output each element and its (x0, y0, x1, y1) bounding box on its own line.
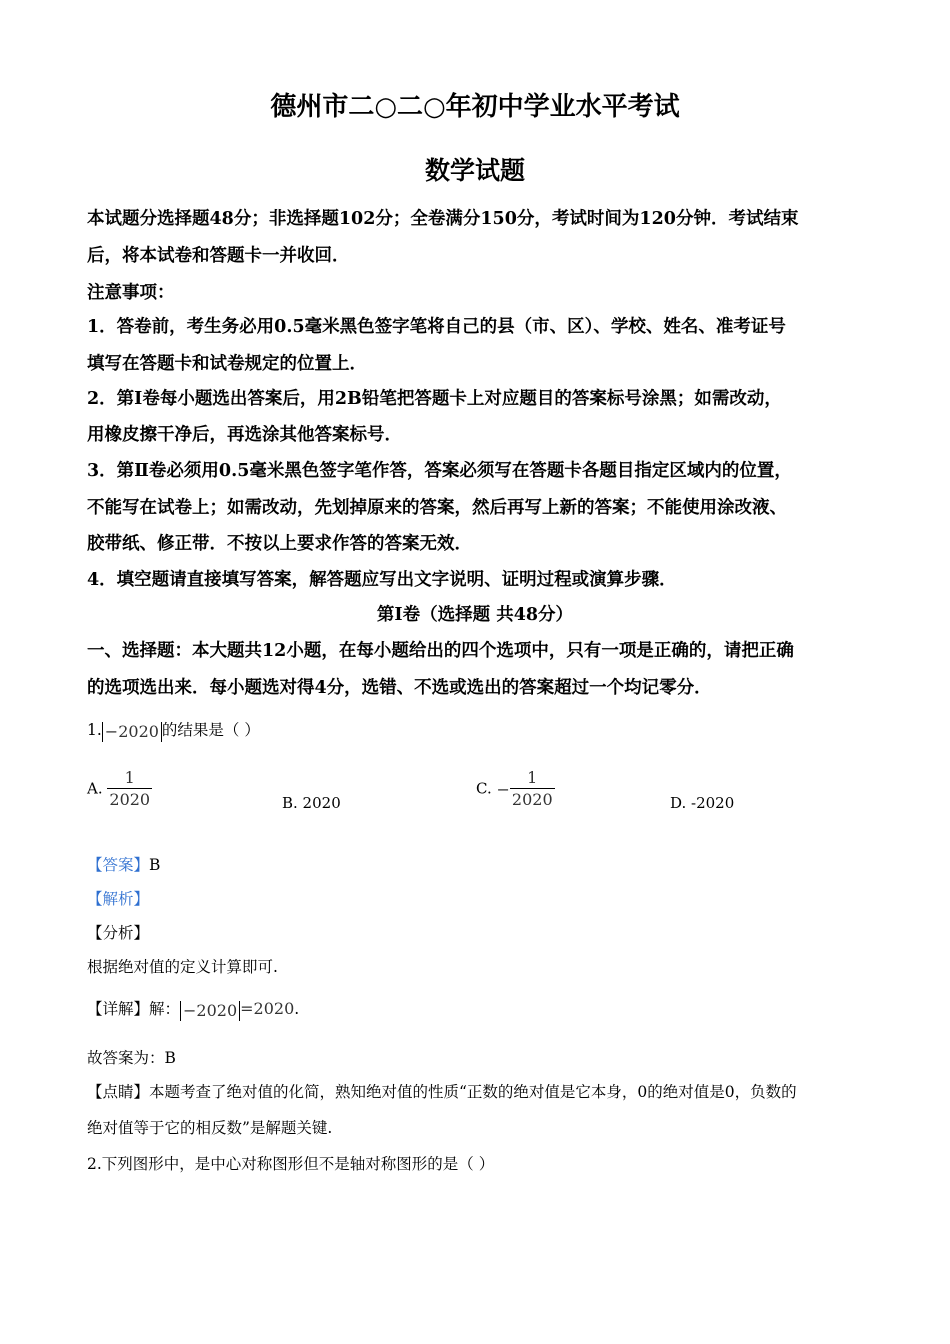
option-a (87, 768, 152, 811)
option-d: D. -2020 (670, 794, 735, 812)
fenxi-text: 根据绝对值的定义计算即可. (87, 958, 278, 976)
note-3-line-2: 不能写在试卷上；如需改动，先划掉原来的答案，然后再写上新的答案；不能使用涂改液、 (87, 498, 787, 518)
exam-title: 德州市二○二○年初中学业水平考试 (270, 92, 680, 122)
analysis-tag: 【解析】 (87, 890, 150, 908)
note-1-line-1: 1．答卷前，考生务必用0.5毫米黑色签字笔将自己的县（市、区）、学校、姓名、准考证号 (87, 317, 786, 337)
option-c-numerator: 1 (527, 768, 538, 787)
note-4: 4．填空题请直接填写答案，解答题应写出文字说明、证明过程或演算步骤． (87, 570, 677, 590)
conclusion: 故答案为：B (87, 1049, 176, 1067)
review-line-2: 绝对值等于它的相反数”是解题关键. (87, 1119, 333, 1137)
review-line-1: 【点睛】本题考查了绝对值的化简，熟知绝对值的性质“正数的绝对值是它本身，0的绝对值是0，负数的 (87, 1083, 797, 1101)
option-a-denominator: 2020 (109, 790, 151, 809)
intro-line-1: 本试题分选择题48分；非选择题102分；全卷满分150分，考试时间为120分钟．考试结束 (87, 209, 799, 229)
option-a-numerator: 1 (124, 768, 135, 787)
option-c-label: C. (476, 779, 492, 798)
option-b: B. 2020 (282, 794, 341, 812)
option-c (476, 768, 555, 811)
option-c-denominator: 2020 (511, 790, 553, 809)
note-1-line-2: 填写在答题卡和试卷规定的位置上． (87, 354, 367, 374)
option-c-sign: − (496, 780, 510, 799)
detail-tag: 【详解】解： (87, 1000, 181, 1018)
detail-result: =2020 (240, 999, 295, 1018)
section-instruction-line-2: 的选项选出来．每小题选对得4分，选错、不选或选出的答案超过一个均记零分． (87, 678, 712, 698)
note-3-line-1: 3．第Ⅱ卷必须用0.5毫米黑色签字笔作答，答案必须写在答题卡各题目指定区域内的位置， (87, 461, 792, 481)
detail-line (87, 997, 299, 1021)
answer-tag: 【答案】 (87, 856, 150, 874)
detail-absolute-value: −2020 (180, 1001, 240, 1021)
question-1-stem-text: 的结果是（ ） (161, 721, 260, 739)
option-a-fraction (107, 768, 152, 811)
option-a-label: A. (87, 779, 103, 798)
note-3-line-3: 胶带纸、修正带．不按以上要求作答的答案无效． (87, 534, 472, 554)
note-2-line-2: 用橡皮擦干净后，再选涂其他答案标号． (87, 425, 402, 445)
question-1-absolute-value: −2020 (102, 722, 162, 742)
section-heading: 第Ⅰ卷（选择题 共48分） (376, 605, 574, 625)
answer-line (87, 853, 160, 875)
question-2-stem: 2.下列图形中，是中心对称图形但不是轴对称图形的是（ ） (87, 1155, 495, 1173)
intro-line-2: 后，将本试卷和答题卡一并收回． (87, 246, 350, 266)
question-1-number: 1. (87, 721, 102, 739)
note-2-line-1: 2．第Ⅰ卷每小题选出答案后，用2B铅笔把答题卡上对应题目的答案标号涂黑；如需改动， (87, 389, 782, 409)
fenxi-tag: 【分析】 (87, 924, 150, 942)
exam-subtitle: 数学试题 (424, 156, 525, 185)
option-c-fraction (510, 768, 555, 811)
notes-heading: 注意事项： (87, 283, 175, 303)
answer-value: B (149, 856, 161, 874)
section-instruction-line-1: 一、选择题：本大题共12小题，在每小题给出的四个选项中，只有一项是正确的，请把正确 (87, 641, 794, 661)
detail-end: . (294, 1000, 300, 1018)
question-1-stem (87, 718, 260, 742)
